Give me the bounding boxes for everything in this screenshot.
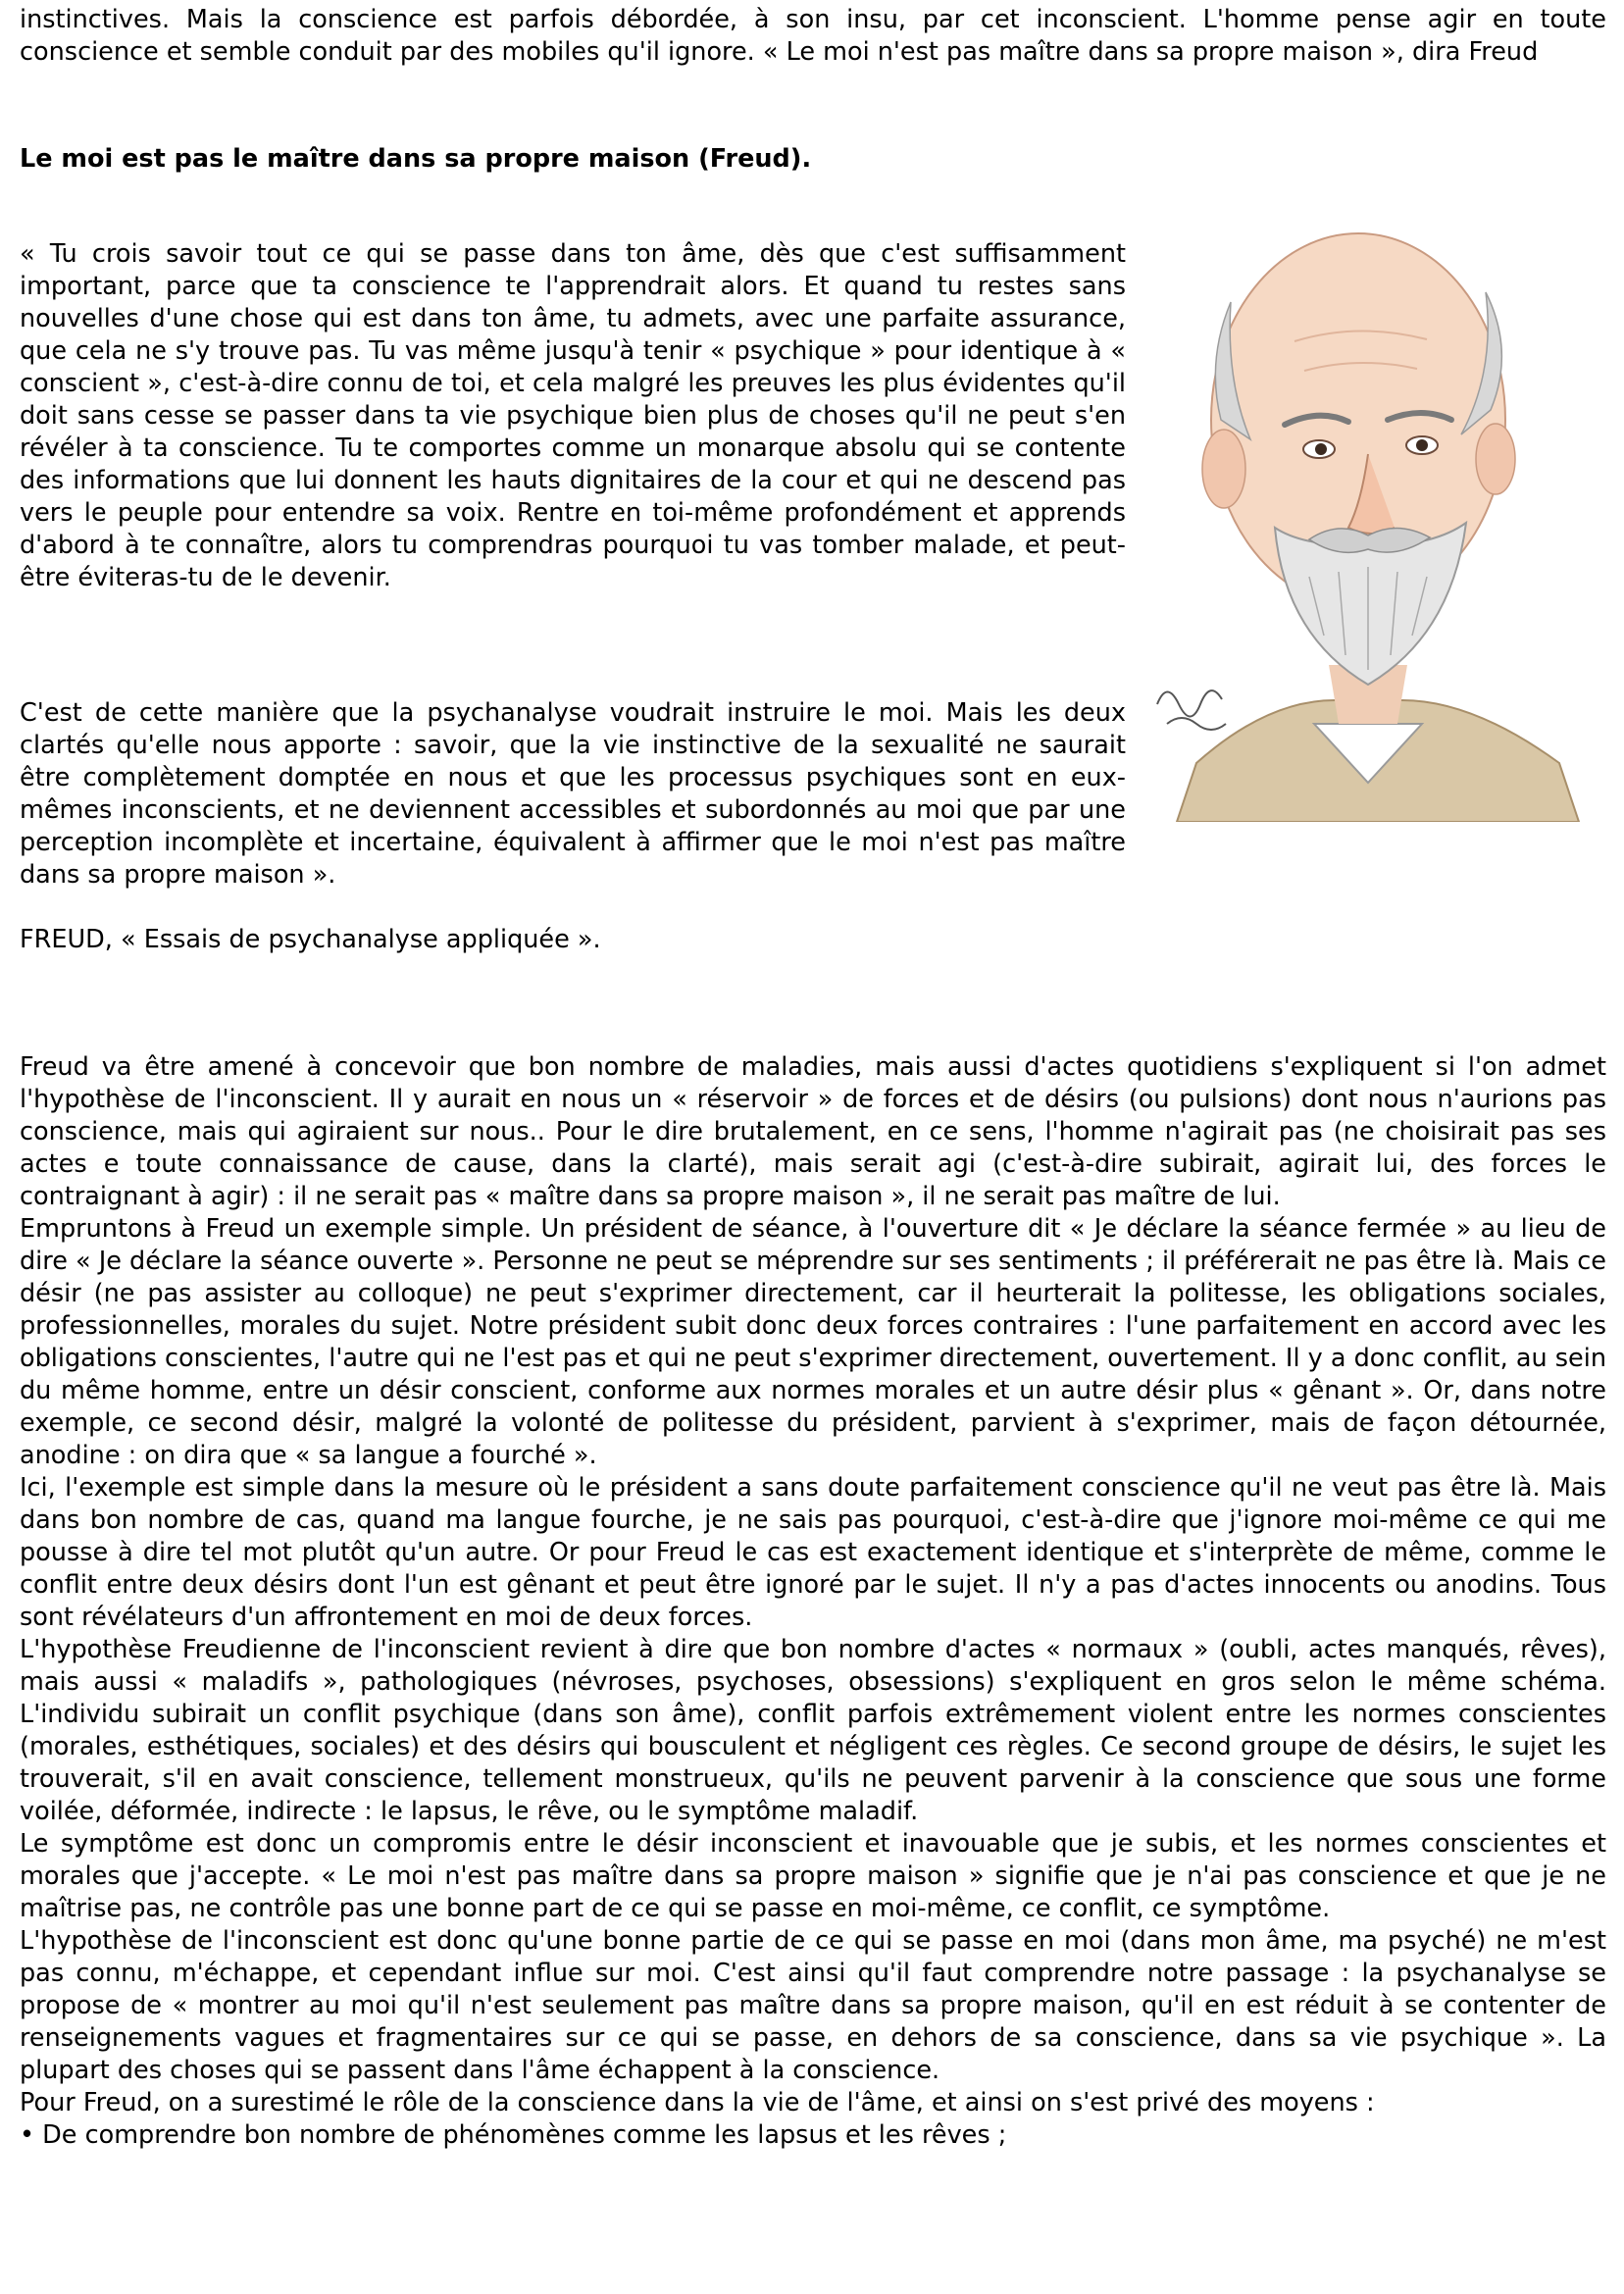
body-paragraph: L'hypothèse de l'inconscient est donc qu'une bonne partie de ce qui se passe en moi (dans mon âme, ma psyché) ne m'est pas connu, m'échappe, et cependant influe sur moi. C'est ainsi qu'il faut comprendre notre passage : la psychanalyse se propose de « montrer au moi qu'il n'est seulement pas maître dans sa propre maison, qu'il en est réduit à se contenter de renseignements vagues et fragmentaires sur ce qui se passe, en dehors de sa conscience, dans sa vie psychique ». La plupart des choses qui se passent dans l'âme échappent à la conscience. bbox=[20, 1926, 1606, 2085]
ear-left bbox=[1202, 430, 1245, 508]
body-paragraph: Freud va être amené à concevoir que bon nombre de maladies, mais aussi d'actes quotidiens s'expliquent si l'on admet l'hypothèse de l'inconscient. Il y aurait en nous un « réservoir » de forces et de désirs (ou pulsions) dont nous n'aurions pas conscience, mais qui agiraient sur nous.. Pour le dire brutalement, en ce sens, l'homme n'agirait pas (ne choisirait pas ses actes e toute connaissance de cause, dans la clarté), mais serait agi (c'est-à-dire subirait, agirait lui, des forces le contraignant à agir) : il ne serait pas « maître dans sa propre maison », il ne serait pas maître de lui. bbox=[20, 1052, 1606, 1211]
body-paragraph: Le symptôme est donc un compromis entre le désir inconscient et inavouable que je subis, et les normes conscientes et morales que j'accepte. « Le moi n'est pas maître dans sa propre maison » signifie que je n'ai pas conscience et que je ne maîtrise pas, ne contrôle pas une bonne part de ce qui se passe en moi-même, ce conflit, ce symptôme. bbox=[20, 1829, 1606, 1923]
body-paragraph: Pour Freud, on a surestimé le rôle de la conscience dans la vie de l'âme, et ainsi on s'est privé des moyens : bbox=[20, 2088, 1375, 2117]
body-paragraph: Empruntons à Freud un exemple simple. Un président de séance, à l'ouverture dit « Je déclare la séance fermée » au lieu de dire « Je déclare la séance ouverte ». Personne ne peut se méprendre sur ses sentiments ; il préférerait ne pas être là. Mais ce désir (ne pas assister au colloque) ne peut s'exprimer directement, car il heurterait la politesse, les obligations sociales, professionnelles, morales du sujet. Notre président subit donc deux forces contraires : l'une parfaitement en accord avec les obligations conscientes, l'autre qui ne l'est pas et qui ne peut s'exprimer directement, ouvertement. Il y a donc conflit, au sein du même homme, entre un désir conscient, conforme aux normes morales et un autre désir plus « gênant ». Or, dans notre exemple, ce second désir, malgré la volonté de politesse du président, parvient à s'exprimer, mais de façon détournée, anodine : on dira que « sa langue a fourché ». bbox=[20, 1214, 1606, 1470]
ear-right bbox=[1476, 424, 1515, 494]
body-list-item: • De comprendre bon nombre de phénomènes comme les lapsus et les rêves ; bbox=[20, 2120, 1007, 2150]
section-heading: Le moi est pas le maître dans sa propre maison (Freud). bbox=[20, 144, 812, 174]
body-paragraph: L'hypothèse Freudienne de l'inconscient revient à dire que bon nombre d'actes « normaux » (oubli, actes manqués, rêves), mais aussi « maladifs », pathologiques (névroses, psychoses, obsessions) s'expliquent en gros selon le même schéma. L'individu subirait un conflit psychique (dans son âme), conflit parfois extrêmement violent entre les normes conscientes (morales, esthétiques, sociales) et des désirs qui bousculent et négligent ces règles. Ce second groupe de désirs, le sujet les trouverait, s'il en avait conscience, tellement monstrueux, qu'ils ne peuvent parvenir à la conscience que sous une forme voilée, déformée, indirecte : le lapsus, le rêve, ou le symptôme maladif. bbox=[20, 1635, 1606, 1826]
pupil-left bbox=[1315, 443, 1327, 455]
freud-caricature-illustration bbox=[1138, 175, 1599, 822]
body-paragraph: Ici, l'exemple est simple dans la mesure où le président a sans doute parfaitement conscience qu'il ne veut pas être là. Mais dans bon nombre de cas, quand ma langue fourche, je ne sais pas pourquoi, c'est-à-dire que j'ignore moi-même ce qui me pousse à dire tel mot plutôt qu'un autre. Or pour Freud le cas est exactement identique et s'interprète de même, comme le conflit entre deux désirs dont l'un est gênant et peut être ignoré par le sujet. Il n'y a pas d'actes innocents ou anodins. Tous sont révélateurs d'un affrontement en moi de deux forces. bbox=[20, 1473, 1606, 1632]
freud-quote-paragraph-2: C'est de cette manière que la psychanalyse voudrait instruire le moi. Mais les deux clartés qu'elle nous apporte : savoir, que la vie instinctive de la sexualité ne saurait être complètement domptée en nous et que les processus psychiques sont en eux-mêmes inconscients, et ne deviennent accessibles et subordonnés au moi que par une perception incomplète et incertaine, équivalent à affirmer que le moi n'est pas maître dans sa propre maison ». bbox=[20, 698, 1126, 890]
commentary-body bbox=[20, 1051, 1606, 2152]
quote-source: FREUD, « Essais de psychanalyse appliquée ». bbox=[20, 925, 601, 954]
intro-paragraph: instinctives. Mais la conscience est parfois débordée, à son insu, par cet inconscient. L'homme pense agir en toute conscience et semble conduit par des mobiles qu'il ignore. « Le moi n'est pas maître dans sa propre maison », dira Freud bbox=[20, 5, 1606, 67]
pupil-right bbox=[1416, 439, 1428, 451]
artist-signature bbox=[1157, 690, 1226, 730]
freud-quote-paragraph-1: « Tu crois savoir tout ce qui se passe dans ton âme, dès que c'est suffisamment important, parce que ta conscience te l'apprendrait alors. Et quand tu restes sans nouvelles d'une chose qui est dans ton âme, tu admets, avec une parfaite assurance, que cela ne s'y trouve pas. Tu vas même jusqu'à tenir « psychique » pour identique à « conscient », c'est-à-dire connu de toi, et cela malgré les preuves les plus évidentes qu'il doit sans cesse se passer dans ta vie psychique bien plus de choses qu'il ne peut s'en révéler à ta conscience. Tu te comportes comme un monarque absolu qui se contente des informations que lui donnent les hauts dignitaires de la cour et qui ne descend pas vers le peuple pour entendre sa voix. Rentre en toi-même profondément et apprends d'abord à te connaître, alors tu comprendras pourquoi tu vas tomber malade, et peut-être éviteras-tu de le devenir. bbox=[20, 239, 1126, 592]
